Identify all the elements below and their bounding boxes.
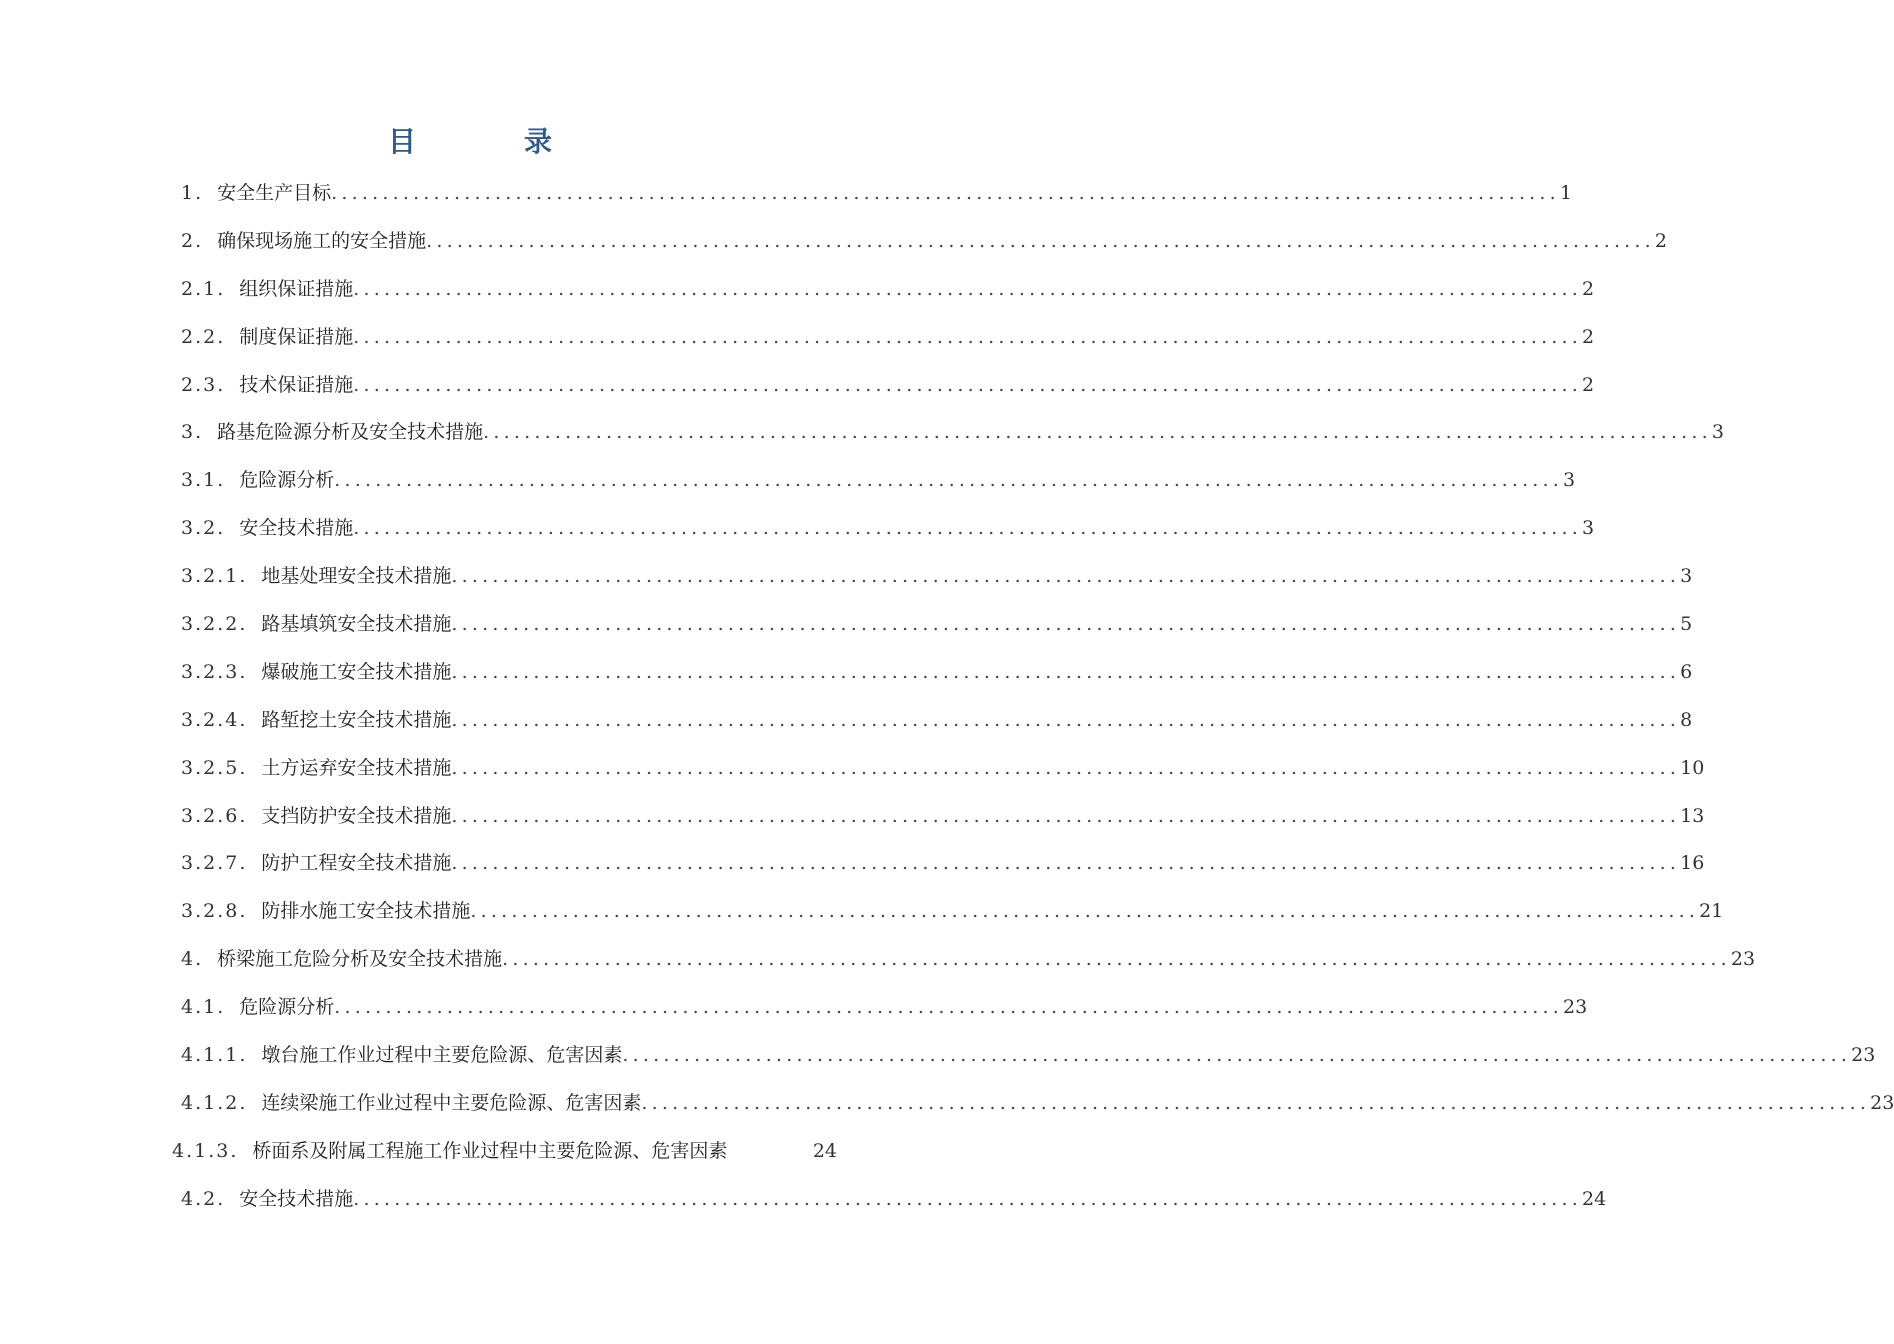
toc-entry-title: 支挡防护安全技术措施: [261, 804, 452, 827]
toc-entry-number: 3.2.7.: [181, 852, 248, 875]
toc-entry-number: 3.2.: [181, 517, 226, 540]
toc-entry[interactable]: [0, 553, 1693, 601]
toc-dot-leader: ........................................................................................................................: [451, 756, 1681, 779]
toc-entry[interactable]: [0, 936, 1756, 984]
toc-dot-leader: ........................................................................................................................: [451, 565, 1681, 588]
toc-entry[interactable]: [0, 362, 1595, 410]
toc-entry-title: 墩台施工作业过程中主要危险源、危害因素: [261, 1044, 623, 1067]
toc-entry-row: [181, 314, 1595, 362]
toc-entry[interactable]: [0, 1080, 1894, 1128]
toc-entry-title: 危险源分析: [239, 469, 335, 492]
toc-entry-title: 危险源分析: [239, 996, 335, 1019]
toc-entry[interactable]: [0, 409, 1724, 457]
toc-entry-row: [181, 745, 1705, 793]
toc-entry[interactable]: [0, 984, 1588, 1032]
toc-entry-number: 4.1.2.: [181, 1091, 248, 1114]
toc-entry-number: 3.2.5.: [181, 756, 248, 779]
toc-entry-number: 3.2.3.: [181, 660, 248, 683]
toc-entry-title: 路基填筑安全技术措施: [261, 613, 452, 636]
toc-dot-leader: ........................................................................................................................: [451, 708, 1681, 731]
toc-entry-title: 地基处理安全技术措施: [261, 565, 452, 588]
toc-entry-title: 桥梁施工危险分析及安全技术措施: [217, 948, 503, 971]
toc-entry-title: 防护工程安全技术措施: [261, 852, 452, 875]
toc-entry-row: [181, 888, 1724, 936]
toc-entry-title: 制度保证措施: [239, 325, 354, 348]
toc-entry-row: [181, 840, 1705, 888]
toc-entry-row: [181, 793, 1705, 841]
toc-entry-title: 路堑挖土安全技术措施: [261, 708, 452, 731]
toc-entry-page-number: 23: [1730, 948, 1756, 971]
toc-entry-number: 3.2.4.: [181, 708, 248, 731]
toc-entry-title: 安全技术措施: [239, 517, 354, 540]
toc-dot-leader: ........................................................................................................................: [353, 277, 1583, 300]
toc-entry-page-number: 24: [1582, 1187, 1607, 1210]
toc-entry[interactable]: [0, 1176, 1607, 1224]
toc-entry-number: 3.1.: [181, 469, 226, 492]
toc-entry-number: 2.2.: [181, 325, 226, 348]
toc-dot-leader: ........................................................................................................................: [353, 1187, 1583, 1210]
toc-dot-leader: ........................................................................................................................: [331, 182, 1560, 204]
toc-entry[interactable]: [0, 505, 1595, 553]
toc-dot-leader: ........................................................................................................................: [334, 469, 1564, 492]
toc-entry-row: [181, 601, 1693, 649]
toc-dot-leader: ........................................................................................................................: [353, 325, 1583, 348]
toc-entry[interactable]: [0, 170, 1572, 218]
toc-entry-row: [181, 1032, 1876, 1080]
toc-dot-leader: ........................................................................................................................: [451, 852, 1681, 875]
toc-entry-page-number: 10: [1680, 756, 1705, 779]
toc-entry-title: 安全生产目标: [217, 182, 332, 204]
toc-entry-page-number: 5: [1680, 613, 1693, 636]
toc-entry-title: 连续梁施工作业过程中主要危险源、危害因素: [261, 1091, 642, 1114]
toc-entry-number: 4.: [181, 948, 204, 971]
toc-entry[interactable]: [0, 649, 1693, 697]
toc-entry-title: 技术保证措施: [239, 373, 354, 396]
toc-entry[interactable]: [0, 1128, 950, 1176]
toc-entry-page-number: 2: [1582, 325, 1595, 348]
toc-entry-number: 3.2.8.: [181, 900, 248, 923]
toc-dot-leader: ........................................................................................................................: [483, 421, 1712, 444]
toc-entry-page-number: 16: [1680, 852, 1705, 875]
toc-entry-page-number: 21: [1699, 900, 1724, 923]
toc-entry[interactable]: [0, 745, 1705, 793]
toc-entry-title: 确保现场施工的安全措施: [217, 229, 427, 252]
toc-entry-page-number: 23: [1870, 1091, 1894, 1114]
toc-entry-number: 4.1.3.: [172, 1139, 239, 1162]
toc-entry[interactable]: [0, 840, 1705, 888]
toc-entry-number: 2.1.: [181, 277, 226, 300]
toc-entry-number: 4.1.: [181, 996, 226, 1019]
toc-entry-page-number: 24: [812, 1139, 837, 1162]
toc-entry-page-number: 8: [1680, 708, 1693, 731]
toc-entry-title: 组织保证措施: [239, 277, 354, 300]
toc-entry[interactable]: [0, 793, 1705, 841]
toc-entry-page-number: 13: [1680, 804, 1705, 827]
toc-entry-page-number: 2: [1582, 277, 1595, 300]
toc-entry-number: 4.2.: [181, 1187, 226, 1210]
toc-entry[interactable]: [0, 457, 1576, 505]
toc-entry-title: 桥面系及附属工程施工作业过程中主要危险源、危害因素: [252, 1139, 728, 1162]
toc-entry-row: [181, 697, 1693, 745]
toc-entry[interactable]: [0, 314, 1595, 362]
toc-entry-row: [181, 553, 1693, 601]
toc-dot-leader: ........................................................................................................................: [426, 229, 1655, 252]
toc-entry[interactable]: [0, 888, 1724, 936]
toc-entry-row: [181, 1080, 1894, 1128]
toc-entry-row: [181, 984, 1588, 1032]
toc-entry-page-number: 3: [1582, 517, 1595, 540]
toc-entry-title: 土方运弃安全技术措施: [261, 756, 452, 779]
toc-entry-page-number: 23: [1563, 996, 1588, 1019]
toc-dot-leader: ........................................................................................................................: [451, 804, 1681, 827]
toc-entry-row: [181, 649, 1693, 697]
toc-entry-title: 爆破施工安全技术措施: [261, 660, 452, 683]
toc-entry[interactable]: [0, 697, 1693, 745]
toc-entry-row: [181, 362, 1595, 410]
toc-entry[interactable]: [0, 601, 1693, 649]
toc-entry-page-number: 1: [1559, 182, 1572, 204]
toc-entry-page-number: 6: [1680, 660, 1693, 683]
toc-entry-row: [181, 457, 1576, 505]
toc-entry-row: [181, 409, 1724, 457]
toc-dot-leader: ........................................................................................................................: [641, 1091, 1871, 1114]
toc-entry-number: 3.2.1.: [181, 565, 248, 588]
toc-entry[interactable]: [0, 218, 1667, 266]
toc-entry-row: [181, 505, 1595, 553]
toc-entry-page-number: 2: [1582, 373, 1595, 396]
toc-dot-leader: ........................................................................................................................: [502, 948, 1731, 971]
toc-dot-leader: ........................................................................................................................: [470, 900, 1700, 923]
toc-entry-number: 3.2.2.: [181, 613, 248, 636]
toc-entry-title: 安全技术措施: [239, 1187, 354, 1210]
toc-entry[interactable]: [0, 266, 1595, 314]
toc-entry-row: [181, 1176, 1607, 1224]
toc-entry-title: 防排水施工安全技术措施: [261, 900, 471, 923]
toc-entry-number: 3.: [181, 421, 204, 444]
toc-entry[interactable]: [0, 1032, 1876, 1080]
toc-entry-number: 4.1.1.: [181, 1044, 248, 1067]
toc-entry-page-number: 3: [1563, 469, 1576, 492]
toc-dot-leader: ........................................................................................................................: [451, 660, 1681, 683]
toc-dot-leader: ........................................................................................................................: [353, 517, 1583, 540]
toc-dot-leader: ........................................................................................................................: [622, 1044, 1852, 1067]
toc-entry-page-number: 2: [1654, 229, 1667, 252]
toc-entry-page-number: 3: [1711, 421, 1724, 444]
table-of-contents: [0, 170, 1894, 1224]
toc-entry-row: [181, 170, 1572, 218]
toc-entry-row: [181, 266, 1595, 314]
toc-entry-number: 2.3.: [181, 373, 226, 396]
toc-dot-leader: ........................................................................................................................: [334, 996, 1564, 1019]
toc-entry-row: [172, 1128, 837, 1176]
toc-entry-title: 路基危险源分析及安全技术措施: [217, 421, 484, 444]
toc-entry-page-number: 23: [1851, 1044, 1876, 1067]
toc-entry-number: 2.: [181, 229, 204, 252]
toc-entry-row: [181, 936, 1756, 984]
toc-entry-number: 1.: [181, 182, 204, 204]
toc-entry-row: [181, 218, 1667, 266]
toc-entry-page-number: 3: [1680, 565, 1693, 588]
toc-title: 目 录: [387, 125, 592, 158]
toc-dot-leader: ........................................................................................................................: [451, 613, 1681, 636]
toc-entry-number: 3.2.6.: [181, 804, 248, 827]
toc-dot-leader: ........................................................................................................................: [353, 373, 1583, 396]
